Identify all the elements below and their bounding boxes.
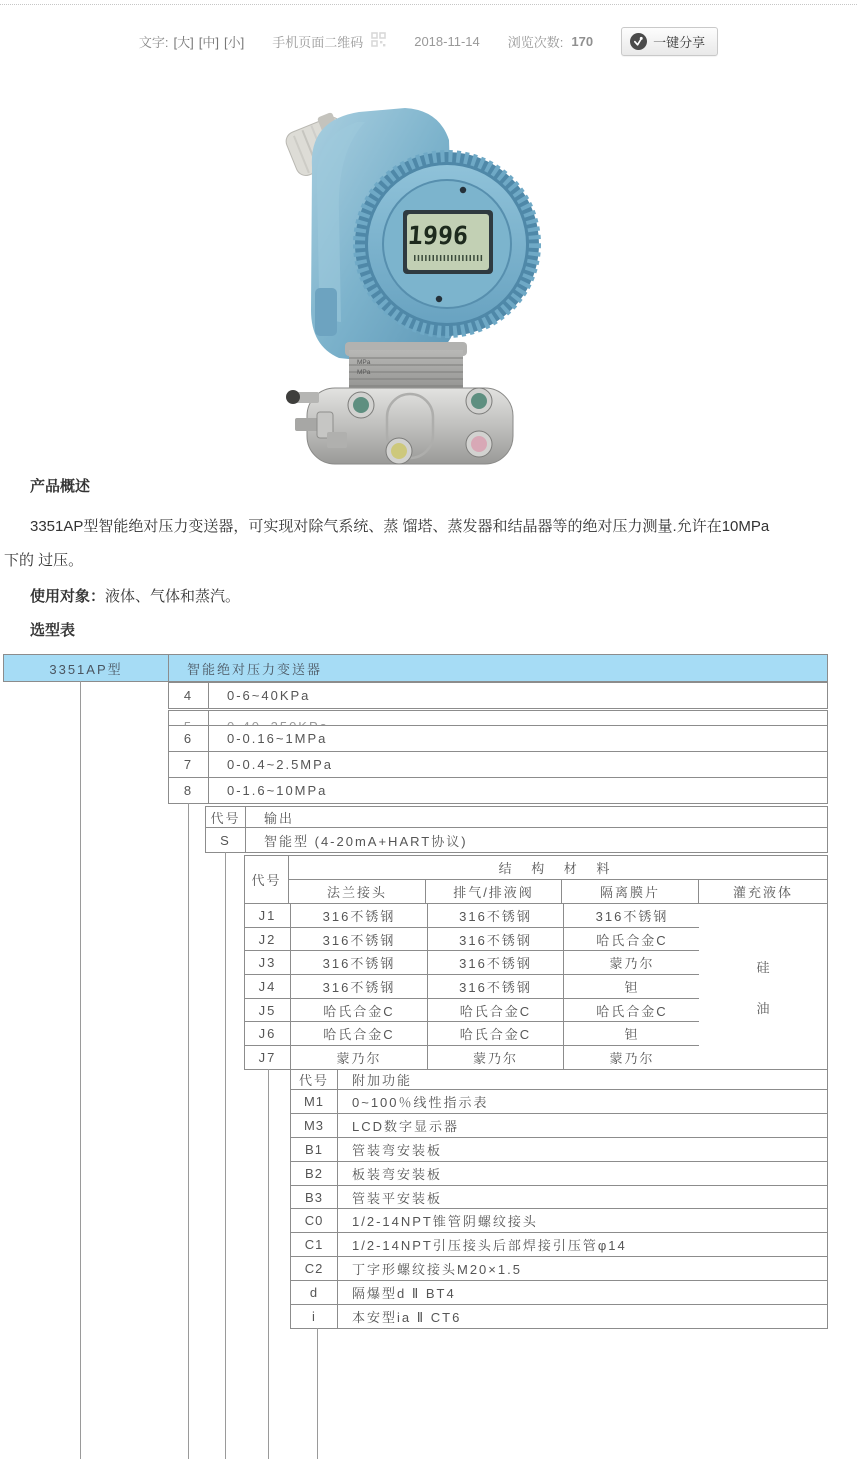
model-header-row bbox=[3, 654, 828, 682]
font-size-small-link[interactable]: [小] bbox=[223, 35, 245, 50]
materials-group-header: 结 构 材 料 bbox=[289, 856, 827, 880]
option-label-cell: 1/2-14NPT锥管阴螺纹接头 bbox=[352, 1214, 538, 1230]
material-flange-cell: 哈氏合金C bbox=[291, 999, 428, 1022]
material-diaphragm-cell: 蒙乃尔 bbox=[564, 951, 701, 974]
option-code-cell: M1 bbox=[291, 1090, 338, 1113]
views-count: 170 bbox=[571, 34, 594, 49]
option-row bbox=[291, 1233, 827, 1257]
page-toolbar bbox=[0, 27, 857, 56]
overview-paragraph bbox=[4, 510, 853, 578]
range-code-cell: 7 bbox=[169, 752, 209, 777]
top-divider bbox=[0, 4, 857, 5]
range-value-cell: 0-1.6~10MPa bbox=[227, 783, 328, 798]
share-icon bbox=[630, 33, 647, 50]
material-code-cell: J5 bbox=[245, 999, 291, 1022]
option-label-cell: 1/2-14NPT引压接头后部焊接引压管φ14 bbox=[352, 1238, 627, 1254]
range-value-cell bbox=[209, 711, 827, 725]
option-label-cell: LCD数字显示器 bbox=[352, 1118, 460, 1134]
range-code-cell: 4 bbox=[169, 683, 209, 708]
output-row bbox=[205, 827, 828, 853]
material-code-cell: J1 bbox=[245, 904, 291, 927]
option-code-cell: B3 bbox=[291, 1186, 338, 1209]
share-button[interactable] bbox=[621, 27, 718, 56]
output-code-cell: S bbox=[206, 828, 246, 852]
materials-header bbox=[244, 855, 828, 904]
option-row bbox=[291, 1114, 827, 1138]
range-value-cell: 0-0.4~2.5MPa bbox=[227, 757, 334, 772]
material-valve-cell: 蒙乃尔 bbox=[428, 1046, 564, 1069]
material-valve-cell: 316不锈钢 bbox=[428, 904, 564, 927]
material-flange-cell: 316不锈钢 bbox=[291, 928, 428, 951]
mobile-qr-widget[interactable] bbox=[272, 32, 386, 51]
materials-header-right bbox=[289, 856, 827, 903]
options-rows bbox=[290, 1089, 828, 1329]
selection-table bbox=[3, 654, 828, 1459]
material-diaphragm-cell: 316不锈钢 bbox=[564, 904, 701, 927]
material-valve-cell: 哈氏合金C bbox=[428, 1022, 564, 1045]
usage-text: 液体、气体和蒸汽。 bbox=[105, 588, 241, 605]
option-label-cell: 管装弯安装板 bbox=[352, 1142, 443, 1158]
model-desc-cell: 智能绝对压力变送器 bbox=[187, 661, 323, 677]
font-size-controls bbox=[139, 32, 244, 51]
output-header-label-cell: 输出 bbox=[264, 810, 295, 826]
option-code-cell: B2 bbox=[291, 1162, 338, 1185]
option-row bbox=[291, 1257, 827, 1281]
material-flange-cell: 316不锈钢 bbox=[291, 951, 428, 974]
col-header-valve: 排气/排液阀 bbox=[426, 880, 562, 903]
materials-rows bbox=[244, 903, 828, 1070]
range-value-cell: 0-0.16~1MPa bbox=[227, 731, 328, 746]
tree-line-materials bbox=[268, 1069, 269, 1459]
range-row bbox=[168, 725, 828, 752]
font-size-label: 文字: bbox=[138, 35, 169, 50]
material-code-cell: J4 bbox=[245, 975, 291, 998]
model-code-cell: 3351AP型 bbox=[4, 655, 169, 681]
overview-line-1: 3351AP型智能绝对压力变送器，可实现对除气系统、蒸 馏塔、蒸发器和结晶器等的绝对压力测量.允许在10MPa bbox=[30, 518, 770, 535]
material-code-cell: J6 bbox=[245, 1022, 291, 1045]
tree-line-range bbox=[188, 803, 189, 1459]
option-code-cell: M3 bbox=[291, 1114, 338, 1137]
range-row bbox=[168, 682, 828, 709]
option-row bbox=[291, 1162, 827, 1186]
neck-unit-label-2: MPa bbox=[357, 369, 371, 376]
overview-title: 产品概述 bbox=[30, 478, 91, 495]
option-code-cell: B1 bbox=[291, 1138, 338, 1161]
view-counter bbox=[508, 32, 593, 51]
materials-subheaders bbox=[289, 880, 827, 903]
material-diaphragm-cell: 蒙乃尔 bbox=[564, 1046, 701, 1069]
material-flange-cell: 316不锈钢 bbox=[291, 904, 428, 927]
options-header-row bbox=[290, 1069, 828, 1090]
publish-date: 2018-11-14 bbox=[414, 34, 480, 49]
material-diaphragm-cell: 钽 bbox=[564, 975, 701, 998]
material-diaphragm-cell: 哈氏合金C bbox=[564, 928, 701, 951]
range-code-cell: 8 bbox=[169, 778, 209, 803]
option-code-cell: C2 bbox=[291, 1257, 338, 1280]
lcd-value: 1996 bbox=[406, 221, 470, 250]
material-diaphragm-cell: 钽 bbox=[564, 1022, 701, 1045]
material-diaphragm-cell: 哈氏合金C bbox=[564, 999, 701, 1022]
options-header-label-cell: 附加功能 bbox=[352, 1073, 413, 1088]
option-row bbox=[291, 1281, 827, 1305]
range-row bbox=[168, 751, 828, 778]
option-label-cell: 隔爆型d Ⅱ BT4 bbox=[352, 1286, 456, 1302]
tree-line-options bbox=[317, 1328, 318, 1459]
option-row bbox=[291, 1305, 827, 1329]
material-code-cell: J2 bbox=[245, 928, 291, 951]
option-row bbox=[291, 1209, 827, 1233]
fill-liquid-cell bbox=[699, 904, 827, 1069]
product-page bbox=[0, 4, 857, 1446]
option-code-cell: C0 bbox=[291, 1209, 338, 1232]
option-label-cell: 本安型ia Ⅱ CT6 bbox=[352, 1310, 462, 1326]
tree-line-output bbox=[225, 852, 226, 1459]
option-label-cell: 板装弯安装板 bbox=[352, 1166, 443, 1182]
selection-table-title: 选型表 bbox=[30, 622, 76, 639]
fill-liquid-char-2: 油 bbox=[756, 1000, 770, 1016]
option-row bbox=[291, 1090, 827, 1114]
overview-line-2: 下的 过压。 bbox=[4, 552, 84, 569]
range-row bbox=[168, 777, 828, 804]
font-size-medium-link[interactable]: [中] bbox=[198, 35, 219, 50]
usage-line bbox=[4, 586, 853, 608]
material-valve-cell: 316不锈钢 bbox=[428, 928, 564, 951]
range-code-cell: 6 bbox=[169, 726, 209, 751]
col-header-diaphragm: 隔离膜片 bbox=[562, 880, 699, 903]
range-row-clipped bbox=[168, 710, 828, 726]
material-valve-cell: 316不锈钢 bbox=[428, 951, 564, 974]
usage-label: 使用对象： bbox=[30, 588, 106, 605]
material-code-cell: J7 bbox=[245, 1046, 291, 1069]
neck-unit-label: MPa bbox=[357, 359, 371, 366]
option-label-cell: 丁字形螺纹接头M20×1.5 bbox=[352, 1262, 522, 1278]
option-row bbox=[291, 1138, 827, 1162]
range-code-cell bbox=[169, 711, 209, 725]
product-photo bbox=[287, 92, 532, 468]
output-header-code-cell: 代号 bbox=[206, 807, 246, 827]
material-flange-cell: 316不锈钢 bbox=[291, 975, 428, 998]
col-header-fill: 灌充液体 bbox=[732, 885, 793, 900]
range-value-cell: 0-6~40KPa bbox=[227, 688, 311, 703]
col-header-flange: 法兰接头 bbox=[289, 880, 426, 903]
fill-liquid-char-1: 硅 bbox=[756, 959, 770, 975]
views-label: 浏览次数: bbox=[507, 35, 564, 50]
device-display bbox=[403, 210, 493, 274]
materials-header-code-cell: 代号 bbox=[245, 856, 289, 903]
output-label-cell: 智能型 (4-20mA+HART协议) bbox=[264, 833, 468, 849]
qr-code-icon[interactable] bbox=[372, 33, 386, 50]
material-flange-cell: 哈氏合金C bbox=[291, 1022, 428, 1045]
product-description bbox=[0, 476, 857, 642]
output-header-row bbox=[205, 806, 828, 828]
options-header-code-cell: 代号 bbox=[291, 1070, 338, 1089]
material-code-cell: J3 bbox=[245, 951, 291, 974]
qr-label: 手机页面二维码 bbox=[272, 35, 364, 50]
option-label-cell: 管装平安装板 bbox=[352, 1190, 443, 1206]
option-row bbox=[291, 1186, 827, 1210]
material-flange-cell: 蒙乃尔 bbox=[291, 1046, 428, 1069]
tree-line-model bbox=[80, 681, 81, 1459]
material-valve-cell: 哈氏合金C bbox=[428, 999, 564, 1022]
option-code-cell: C1 bbox=[291, 1233, 338, 1256]
option-label-cell: 0~100％线性指示表 bbox=[352, 1094, 489, 1110]
material-valve-cell: 316不锈钢 bbox=[428, 975, 564, 998]
font-size-large-link[interactable]: [大] bbox=[173, 35, 194, 50]
option-code-cell: d bbox=[291, 1281, 338, 1304]
share-button-label: 一键分享 bbox=[653, 35, 706, 50]
option-code-cell: i bbox=[291, 1305, 338, 1329]
